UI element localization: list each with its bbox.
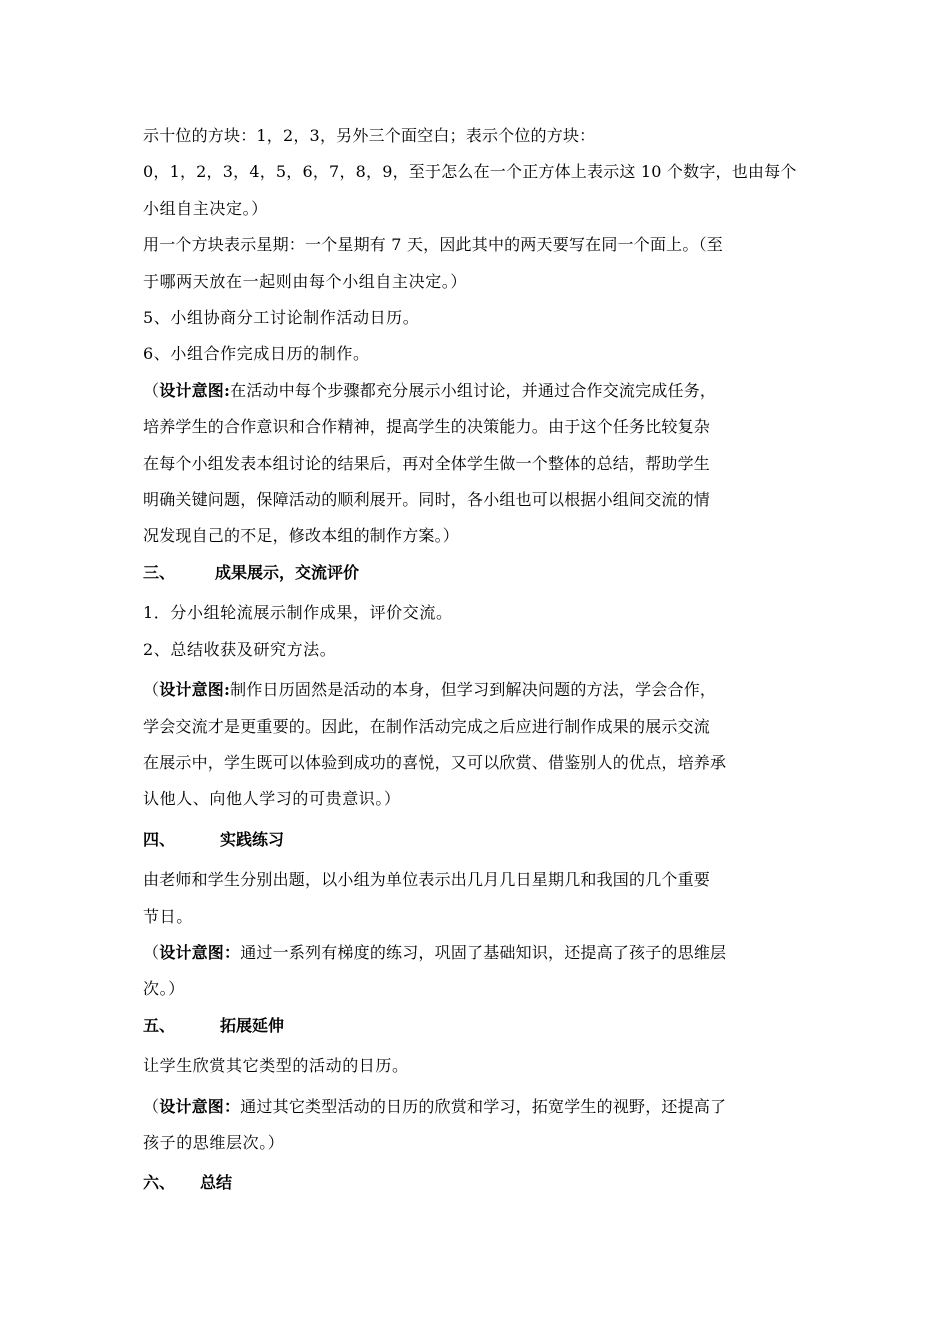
design-intent-label: 设计意图: [159, 680, 231, 700]
section-heading-6 [143, 1165, 808, 1201]
body-line: 让学生欣赏其它类型的活动的日历。 [143, 1056, 409, 1076]
design-intent-first-line [143, 935, 808, 971]
design-intent-line: 次。） [143, 979, 185, 999]
section-title: 拓展延伸 [220, 1015, 285, 1035]
section-title: 成果展示，交流评价 [215, 562, 360, 582]
step-item: 1．分小组轮流展示制作成果，评价交流。 [143, 603, 453, 623]
open-paren: （ [143, 380, 160, 400]
body-line: 由老师和学生分别出题，以小组为单位表示出几月几日星期几和我国的几个重要 [143, 870, 711, 890]
step-item: 5、小组协商分工讨论制作活动日历。 [143, 308, 420, 328]
design-intent-line: 在展示中，学生既可以体验到成功的喜悦，又可以欣赏、借鉴别人的优点，培养承 [143, 752, 727, 772]
section-number: 六、 [143, 1173, 176, 1193]
step-item: 6、小组合作完成日历的制作。 [143, 344, 370, 364]
section-heading-5 [143, 1008, 808, 1044]
step-item: 2、总结收获及研究方法。 [143, 639, 337, 659]
design-intent-line: 孩子的思维层次。） [143, 1132, 285, 1152]
section-number: 五、 [143, 1015, 176, 1035]
design-intent-line: 况发现自己的不足，修改本组的制作方案。） [143, 526, 460, 546]
design-intent-text: 通过一系列有梯度的练习，巩固了基础知识，还提高了孩子的思维层 [240, 942, 727, 962]
design-intent-line: 培养学生的合作意识和合作精神，提高学生的决策能力。由于这个任务比较复杂 [143, 417, 711, 437]
open-paren: （ [143, 942, 160, 962]
document-page [143, 118, 808, 1202]
design-intent-text: 在活动中每个步骤都充分展示小组讨论，并通过合作交流完成任务， [230, 380, 717, 400]
design-intent-first-line [143, 672, 808, 708]
section-heading-3 [143, 555, 808, 591]
section-title: 实践练习 [220, 829, 285, 849]
design-intent-line: 明确关键问题，保障活动的顺利展开。同时，各小组也可以根据小组间交流的情 [143, 490, 711, 510]
design-intent-text: 制作日历固然是活动的本身，但学习到解决问题的方法，学会合作， [230, 680, 717, 700]
body-line: 节日。 [143, 906, 193, 926]
open-paren: （ [143, 1096, 160, 1116]
section-title: 总结 [200, 1173, 233, 1193]
section-heading-4 [143, 822, 808, 858]
design-intent-label: 设计意图： [159, 942, 241, 962]
design-intent-line: 认他人、向他人学习的可贵意识。） [143, 789, 401, 809]
body-line: 于哪两天放在一起则由每个小组自主决定。） [143, 271, 468, 291]
body-line: 小组自主决定。） [143, 198, 268, 218]
open-paren: （ [143, 680, 160, 700]
section-number: 三、 [143, 562, 176, 582]
body-line: 用一个方块表示星期：一个星期有 7 天，因此其中的两天要写在同一个面上。（至 [143, 235, 723, 255]
body-line: 示十位的方块：1，2，3，另外三个面空白；表示个位的方块： [143, 126, 596, 145]
design-intent-first-line [143, 373, 808, 409]
design-intent-text: 通过其它类型活动的日历的欣赏和学习，拓宽学生的视野，还提高了 [240, 1096, 727, 1116]
design-intent-label: 设计意图: [159, 380, 231, 400]
body-line: 0，1，2，3，4，5，6，7，8，9，至于怎么在一个正方体上表示这 10 个数字，也由每个 [143, 162, 797, 182]
design-intent-line: 学会交流才是更重要的。因此，在制作活动完成之后应进行制作成果的展示交流 [143, 716, 711, 736]
design-intent-line: 在每个小组发表本组讨论的结果后，再对全体学生做一个整体的总结，帮助学生 [143, 453, 711, 473]
section-number: 四、 [143, 829, 176, 849]
design-intent-first-line [143, 1089, 808, 1125]
design-intent-label: 设计意图： [159, 1096, 241, 1116]
